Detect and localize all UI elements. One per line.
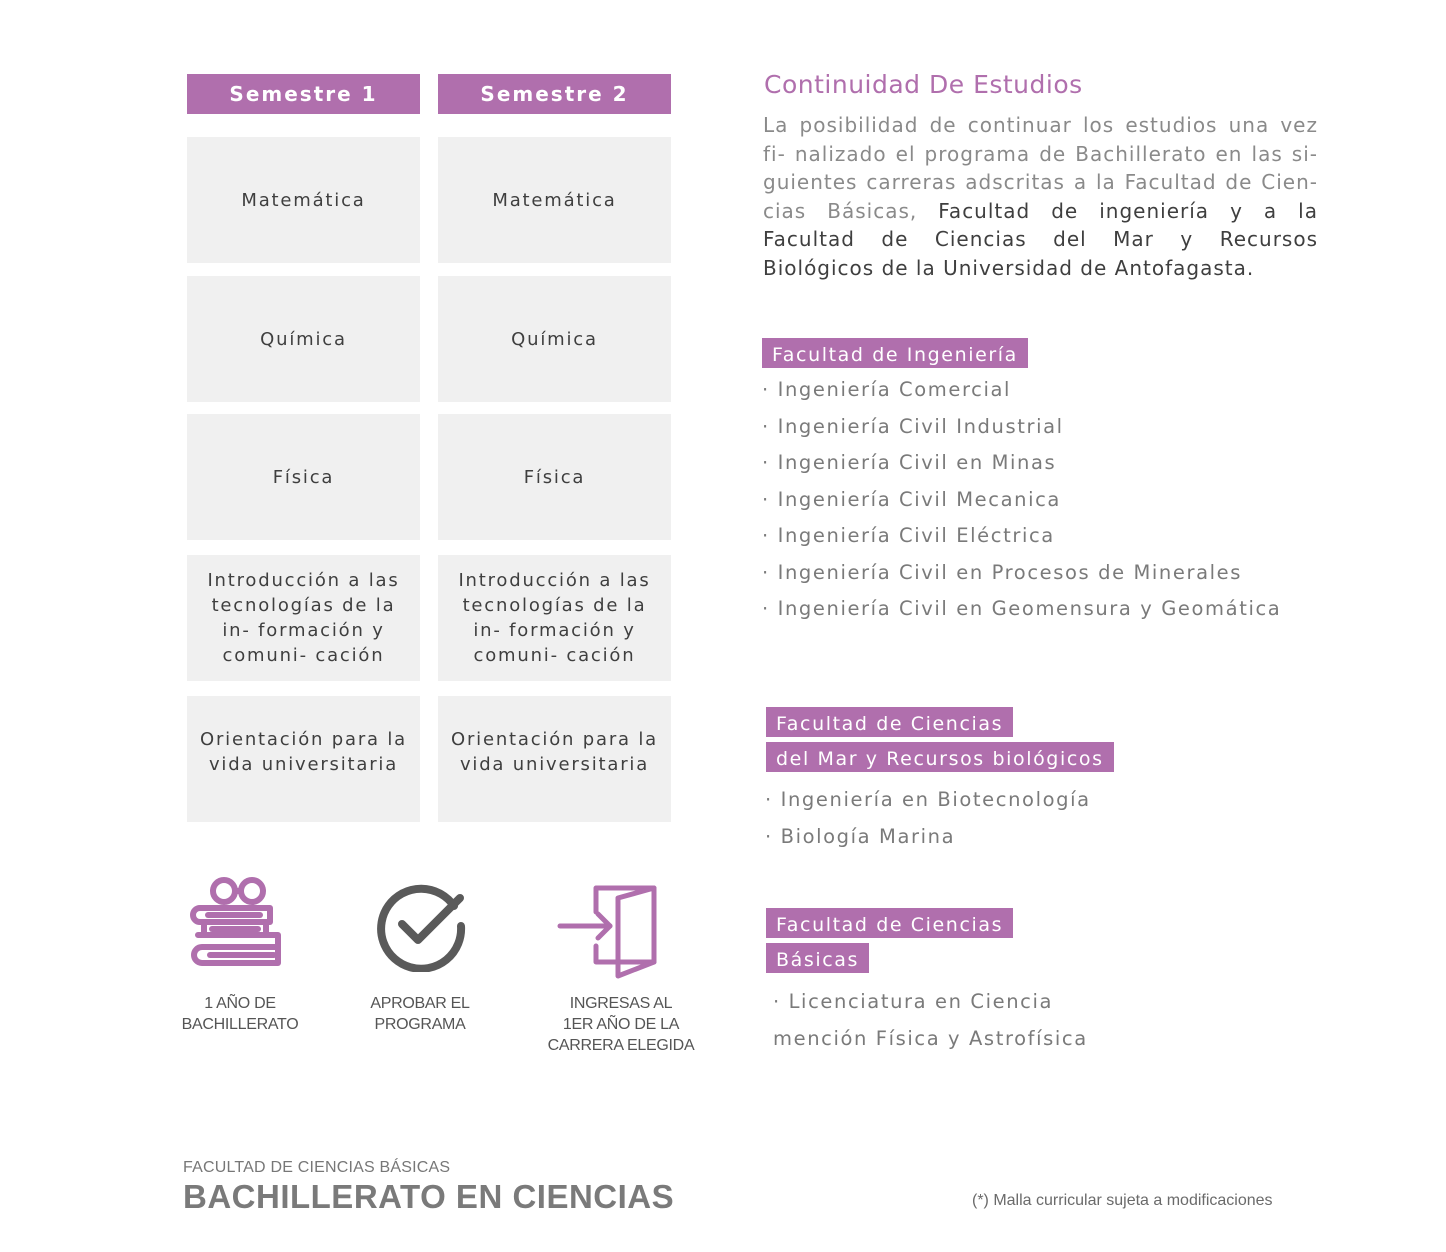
books-glasses-icon: [188, 872, 288, 977]
course-cell: [438, 696, 671, 822]
footer-faculty: FACULTAD DE CIENCIAS BÁSICAS: [183, 1159, 451, 1176]
course-name: Introducción a las tecnologías de la in- formación y comuni- cación: [458, 570, 651, 666]
faculty-tag: Básicas: [766, 943, 869, 973]
door-enter-icon: [556, 882, 660, 987]
career-item: · Ingeniería en Biotecnología: [765, 788, 1091, 811]
career-item: · Ingeniería Civil en Minas: [762, 451, 1057, 474]
course-cell: [187, 696, 420, 822]
course-cell: [438, 414, 671, 540]
career-item: · Ingeniería Comercial: [762, 378, 1012, 401]
career-item: · Licenciatura en Ciencia: [773, 990, 1054, 1013]
step-caption: [165, 993, 315, 1035]
course-cell: [187, 276, 420, 402]
career-item: · Ingeniería Civil en Procesos de Minerales: [762, 561, 1243, 584]
course-cell: [187, 137, 420, 263]
semester-2-header: Semestre 2: [438, 74, 671, 114]
continuity-title: Continuidad De Estudios: [764, 70, 1083, 99]
course-cell: [187, 555, 420, 681]
course-name: Química: [260, 328, 347, 350]
step-caption-line: APROBAR EL: [370, 995, 470, 1012]
course-name: Orientación para la vida universitaria: [450, 729, 659, 775]
semester-1-header: Semestre 1: [187, 74, 420, 114]
faculty-tag: Facultad de Ciencias: [766, 908, 1013, 938]
course-name: Matemática: [492, 189, 617, 211]
career-item: mención Física y Astrofísica: [773, 1027, 1088, 1050]
step-caption: [345, 993, 495, 1035]
intro-light-text: La posibilidad de continuar los estudios una vez fi- nalizado el programa de Bachillerato en las si- guientes carreras adscritas a la Facultad de Cien- cias Básicas,: [763, 113, 1318, 223]
career-item: · Ingeniería Civil Industrial: [762, 415, 1064, 438]
course-name: Física: [272, 466, 335, 488]
course-name: Orientación para la vida universitaria: [199, 729, 408, 775]
career-item: · Ingeniería Civil Eléctrica: [762, 524, 1055, 547]
footnote: (*) Malla curricular sujeta a modificaciones: [972, 1192, 1273, 1209]
course-name: Química: [511, 328, 598, 350]
career-item: · Biología Marina: [765, 825, 956, 848]
step-caption-line: 1ER AÑO DE LA: [562, 1016, 680, 1033]
footer-program-title: BACHILLERATO EN CIENCIAS: [183, 1178, 675, 1215]
step-caption-line: INGRESAS AL: [569, 995, 673, 1012]
career-item: · Ingeniería Civil Mecanica: [762, 488, 1061, 511]
career-item: · Ingeniería Civil en Geomensura y Geomática: [762, 597, 1282, 620]
faculty-tag: Facultad de Ciencias: [766, 707, 1013, 737]
course-cell: [438, 276, 671, 402]
intro-dark-text: Facultad de ingeniería y a la Facultad de Ciencias del Mar y Recursos Biológicos de la Universidad de Antofagasta.: [763, 198, 1318, 280]
step-caption-line: 1 AÑO DE: [204, 995, 276, 1012]
course-cell: [438, 555, 671, 681]
step-caption-line: BACHILLERATO: [181, 1016, 299, 1033]
course-name: Física: [523, 466, 586, 488]
course-cell: [438, 137, 671, 263]
faculty-tag: del Mar y Recursos biológicos: [766, 742, 1114, 772]
check-circle-icon: [376, 880, 468, 977]
step-caption-line: CARRERA ELEGIDA: [547, 1037, 695, 1054]
course-cell: [187, 414, 420, 540]
step-caption: [536, 993, 706, 1056]
course-name: Introducción a las tecnologías de la in- formación y comuni- cación: [207, 570, 400, 666]
continuity-intro: [763, 111, 1318, 283]
course-name: Matemática: [241, 189, 366, 211]
faculty-tag: Facultad de Ingeniería: [762, 338, 1028, 368]
step-caption-line: PROGRAMA: [374, 1016, 466, 1033]
